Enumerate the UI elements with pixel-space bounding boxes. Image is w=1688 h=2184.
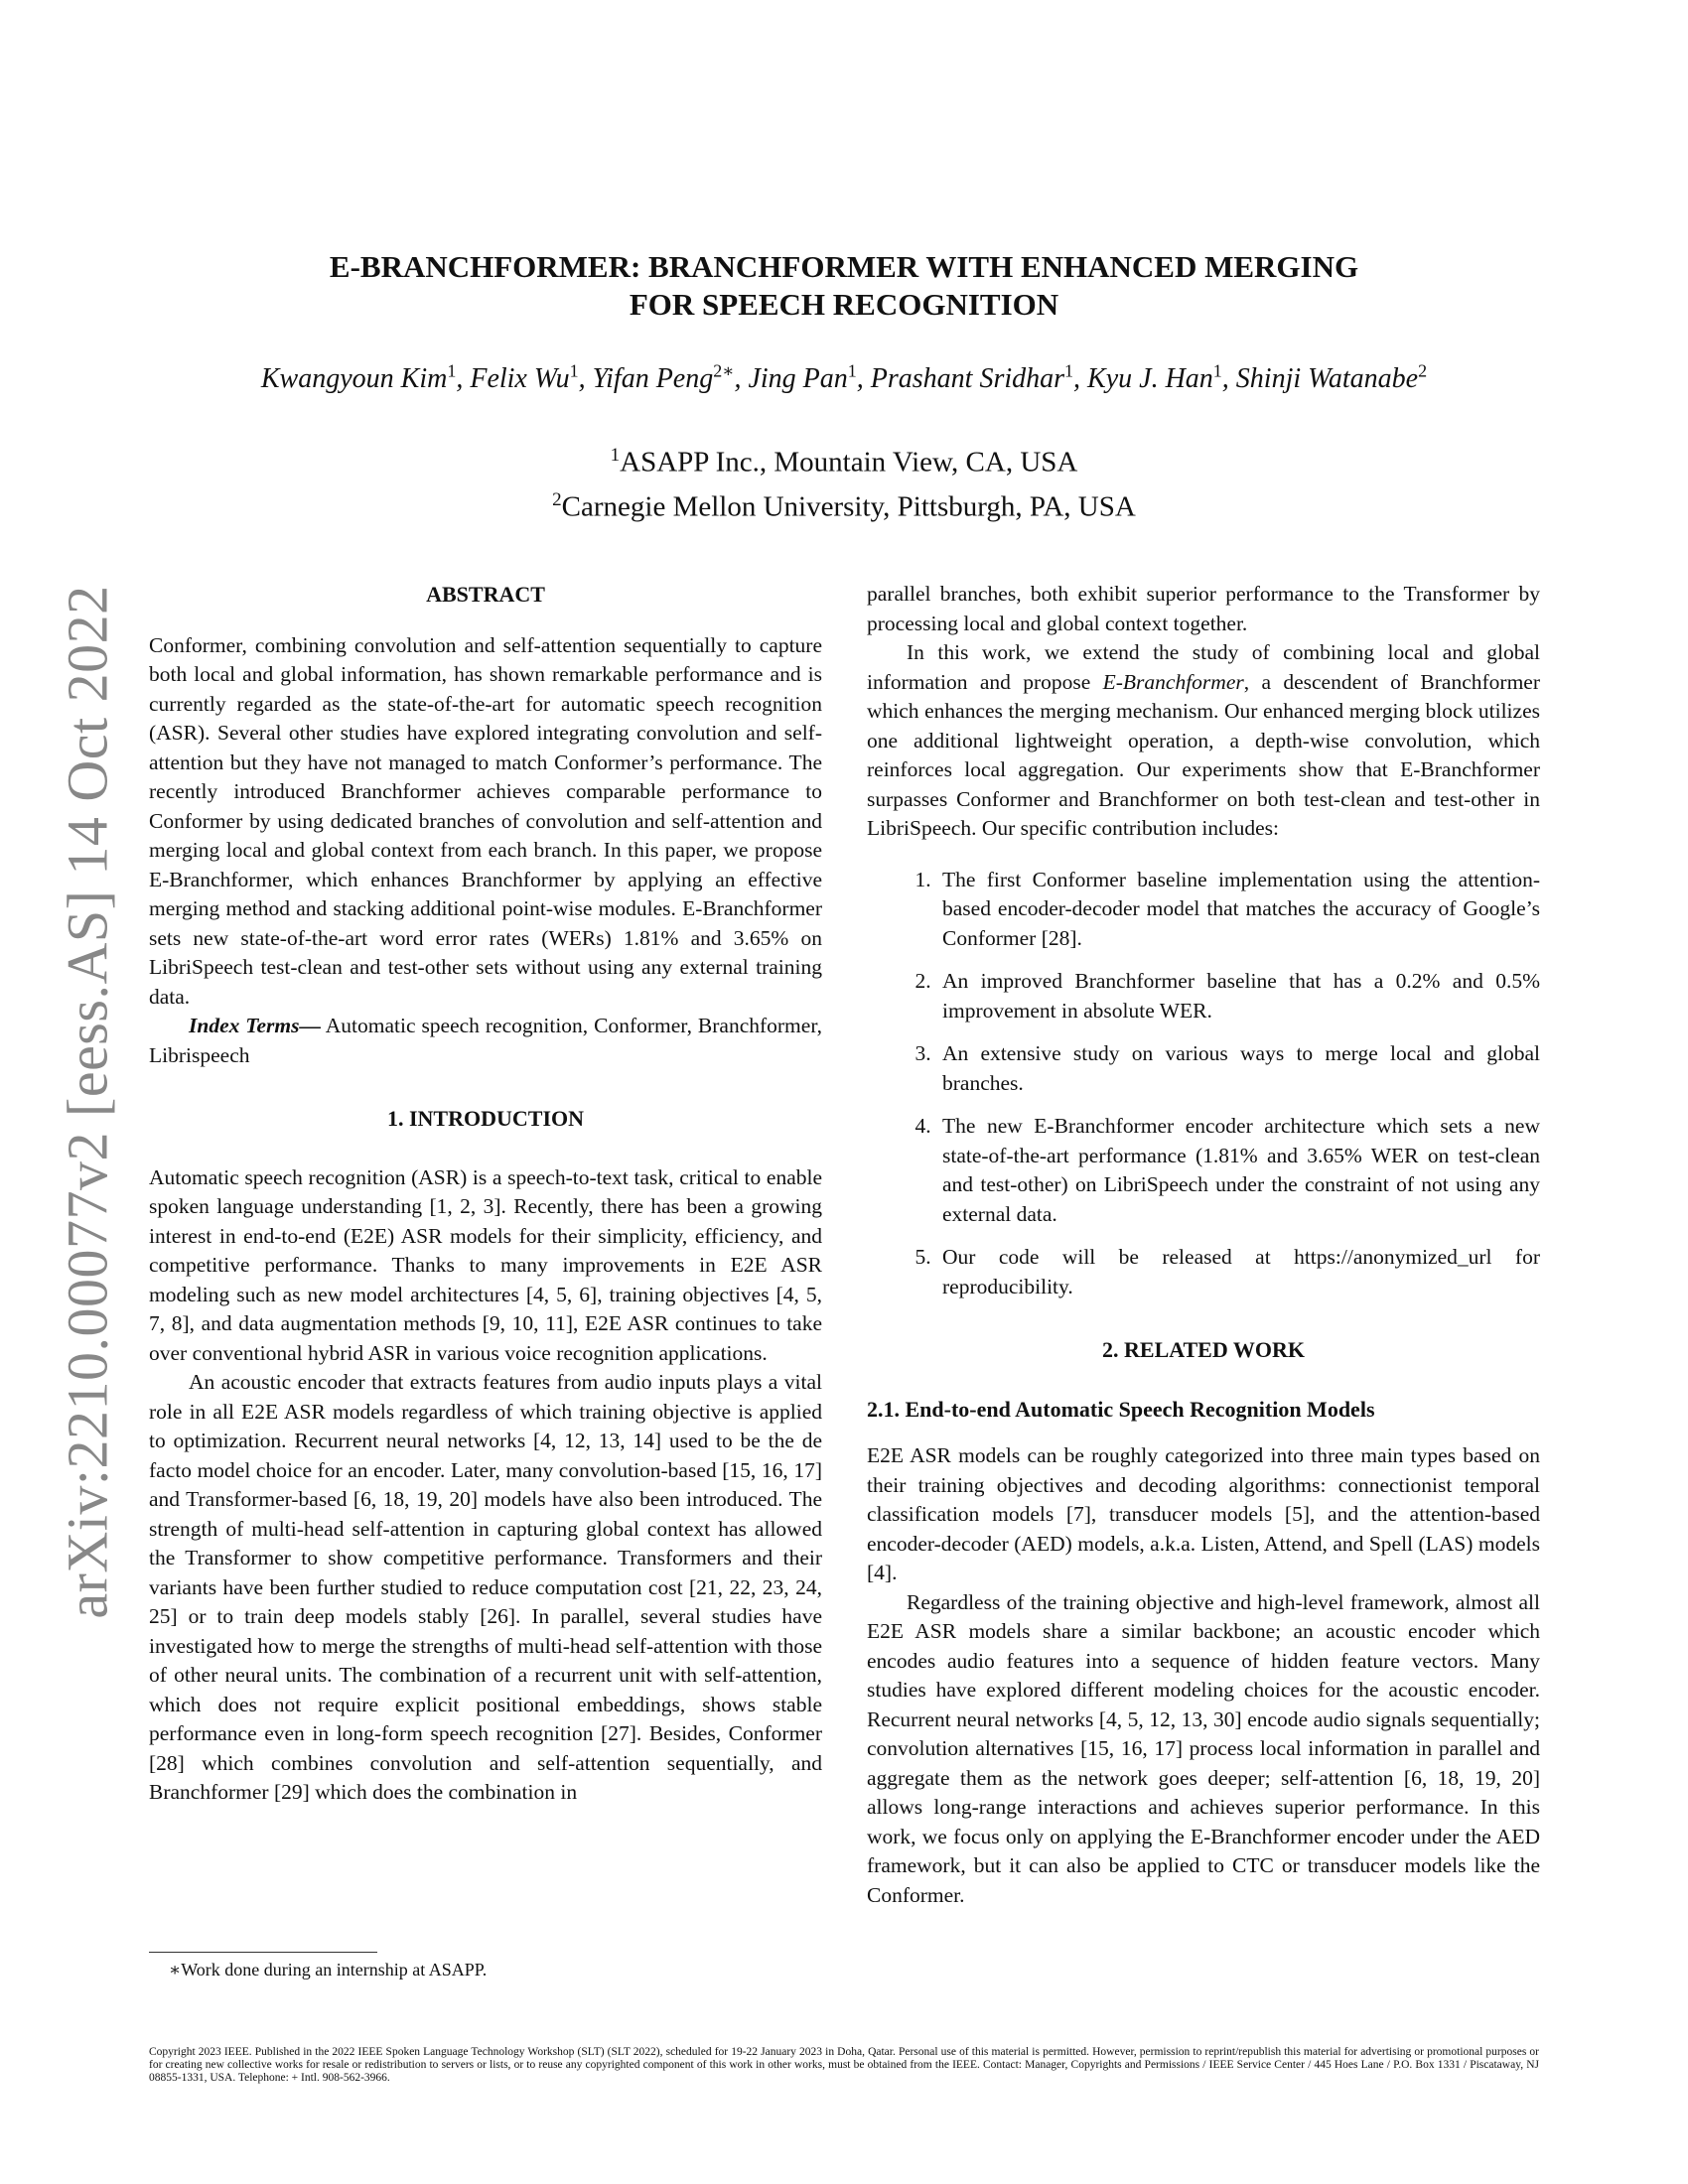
intro-paragraph: Automatic speech recognition (ASR) is a speech-to-text task, critical to enable spoken language understanding [1, 2, 3]. Recently, there has been a growing interest in end-to-end (E2E) ASR models for their simplicity, efficiency, and competitive performance. Thanks to many improvements in E2E ASR modeling such as new model architectures [4, 5, 6], training objectives [4, 5, 7, 8], and data augmentation methods [9, 10, 11], E2E ASR continues to take over conventional hybrid ASR in various voice recognition applications.: [149, 1164, 822, 1365]
author-list: [139, 361, 1549, 395]
author: Shinji Watanabe$^2$: [1235, 361, 1428, 395]
author: Prashant Sridhar$^1$,: [870, 361, 1088, 395]
index-terms-label: Index Terms—: [189, 1014, 321, 1037]
list-item: 2. An improved Branchformer baseline that has a 0.2% and 0.5% improvement in absolute WER.: [936, 967, 1540, 1025]
copyright-notice: Copyright 2023 IEEE. Published in the 2022 IEEE Spoken Language Technology Workshop (SLT) (SLT 2022), scheduled for 19-22 January 2023 in Doha, Qatar. Personal use of this material is permitted. However, permission to reprint/republish this material for advertising or promotional purposes or for creating new collective works for resale or redistribution to servers or lists, or to reuse any copyrighted component of this work in other works, must be obtained from the IEEE. Contact: Manager, Copyrights and Permissions / IEEE Service Center / 445 Hoes Lane / P.O. Box 1331 / Piscataway, NJ 08855-1331, USA. Telephone: + Intl. 908-562-3966.: [149, 2046, 1539, 2084]
author: Jing Pan$^1$,: [748, 361, 871, 395]
author: Felix Wu$^1$,: [470, 361, 593, 395]
left-column: [149, 580, 822, 1808]
title-line-1: E-BRANCHFORMER: BRANCHFORMER WITH ENHANCED MERGING: [329, 249, 1359, 284]
footnote: ∗Work done during an internship at ASAPP.: [169, 1960, 488, 1979]
list-item: 4. The new E-Branchformer encoder architecture which sets a new state-of-the-art performance (1.81% and 3.65% WER on test-clean and test-other) on LibriSpeech under the constraint of not using any external data.: [936, 1112, 1540, 1229]
author: Yifan Peng$^{2∗}$,: [592, 361, 749, 395]
contribution-list: [867, 866, 1540, 1302]
list-item: 1. The first Conformer baseline implementation using the attention-based encoder-decoder model that matches the accuracy of Google’s Conformer [28].: [936, 866, 1540, 954]
author: Kwangyoun Kim$^1$,: [260, 361, 471, 395]
affiliation: $^2$Carnegie Mellon University, Pittsburgh, PA, USA: [552, 488, 1136, 523]
list-item: 5. Our code will be released at https://anonymized_url for reproducibility.: [936, 1243, 1540, 1301]
related-paragraph: E2E ASR models can be roughly categorized into three main types based on their training objectives and decoding algorithms: connectionist temporal classification models [7], transducer models [5], and the attention-based encoder-decoder (AED) models, a.k.a. Listen, Attend, and Spell (LAS) models [4].: [867, 1443, 1540, 1584]
related-paragraph: Regardless of the training objective and high-level framework, almost all E2E ASR models share a similar backbone; an acoustic encoder which encodes audio features into a sequence of hidden feature vectors. Many studies have explored different modeling choices for the acoustic encoder. Recurrent neural networks [4, 5, 12, 13, 30] encode audio signals sequentially; convolution alternatives [15, 16, 17] process local information in parallel and aggregate them as the network goes deeper; self-attention [6, 18, 19, 20] allows long-range interactions and achieves superior performance. In this work, we focus only on applying the E-Branchformer encoder under the AED framework, but it can also be applied to CTC or transducer models like the Conformer.: [867, 1589, 1540, 1907]
intro-paragraph: parallel branches, both exhibit superior performance to the Transformer by processing local and global context together.: [867, 582, 1540, 635]
affiliations: [298, 437, 1390, 525]
introduction-heading: 1. INTRODUCTION: [386, 1106, 585, 1131]
arxiv-stamp: arXiv:2210.00077v2 [eess.AS] 14 Oct 2022: [55, 585, 120, 1619]
footnote-divider: [149, 1952, 377, 1953]
intro-paragraph: In this work, we extend the study of combining local and global information and propose E-Branchformer, a descendent of Branchformer which enhances the merging mechanism. Our enhanced merging block utilizes one additional lightweight operation, a depth-wise convolution, which reinforces local aggregation. Our experiments show that E-Branchformer surpasses Conformer and Branchformer on both test-clean and test-other in LibriSpeech. Our specific contribution includes:: [867, 640, 1540, 840]
right-column: [867, 580, 1540, 1910]
list-item: 3. An extensive study on various ways to merge local and global branches.: [936, 1039, 1540, 1098]
subsection-heading: 2.1. End-to-end Automatic Speech Recognition Models: [867, 1396, 1375, 1422]
author: Kyu J. Han$^1$,: [1087, 361, 1236, 395]
intro-paragraph: An acoustic encoder that extracts features from audio inputs plays a vital role in all E2E ASR models regardless of which training objective is applied to optimization. Recurrent neural networks [4, 12, 13, 14] used to be the de facto model choice for an encoder. Later, many convolution-based [15, 16, 17] and Transformer-based [6, 18, 19, 20] models have also been introduced. The strength of multi-head self-attention in capturing global context has allowed the Transformer to show competitive performance. Transformers and their variants have been further studied to reduce computation cost [21, 22, 23, 24, 25] or to train deep models stably [26]. In parallel, several studies have investigated how to merge the strengths of multi-head self-attention with those of other neural units. The combination of a recurrent unit with self-attention, which does not require explicit positional embeddings, shows stable performance even in long-form speech recognition [27]. Besides, Conformer [28] which combines convolution and self-attention sequentially, and Branchformer [29] which does the combination in: [149, 1370, 822, 1804]
abstract-text: Conformer, combining convolution and self-attention sequentially to capture both local and global information, has shown remarkable performance and is currently regarded as the state-of-the-art for automatic speech recognition (ASR). Several other studies have explored integrating convolution and self-attention but they have not managed to match Conformer’s performance. The recently introduced Branchformer achieves comparable performance to Conformer by using dedicated branches of convolution and self-attention and merging local and global context from each branch. In this paper, we propose E-Branchformer, which enhances Branchformer by applying an effective merging method and stacking additional point-wise modules. E-Branchformer sets new state-of-the-art word error rates (WERs) 1.81% and 3.65% on LibriSpeech test-clean and test-other sets without using any external training data.: [149, 632, 822, 1009]
model-name: E-Branchformer: [1102, 669, 1244, 694]
affiliation: $^1$ASAPP Inc., Mountain View, CA, USA: [610, 445, 1078, 478]
title-line-2: FOR SPEECH RECOGNITION: [629, 287, 1059, 322]
related-work-heading: 2. RELATED WORK: [1102, 1337, 1305, 1362]
paper-title: [199, 248, 1489, 324]
index-terms: Index Terms— Automatic speech recognition, Conformer, Branchformer, Librispeech: [149, 1014, 822, 1067]
abstract-heading: ABSTRACT: [426, 582, 545, 607]
